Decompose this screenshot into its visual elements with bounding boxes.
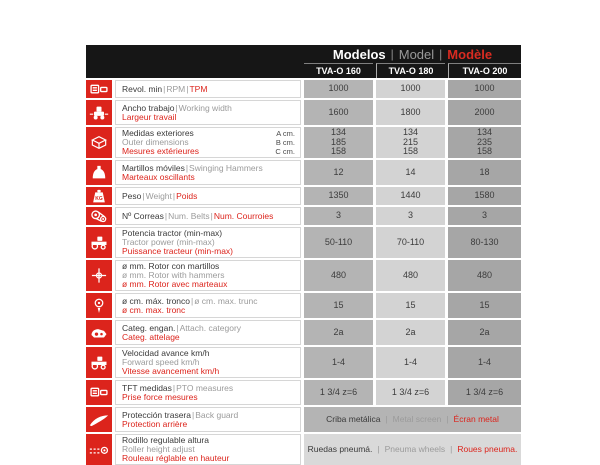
dimension-unit-labels bbox=[275, 129, 295, 156]
label-lines bbox=[122, 384, 295, 402]
value-cell: 1580 bbox=[448, 187, 521, 205]
spec-label bbox=[115, 347, 301, 378]
spec-label bbox=[115, 320, 301, 345]
tractor-speed-icon bbox=[86, 347, 112, 378]
value-cell: 1600 bbox=[304, 100, 373, 125]
label-segment-en: Working width bbox=[178, 102, 232, 113]
spec-label bbox=[115, 207, 301, 225]
label-segment-es: Medidas exteriores bbox=[122, 128, 194, 139]
title-spanish: Modelos bbox=[332, 46, 386, 62]
pipe-separator: | bbox=[185, 162, 189, 173]
table-row bbox=[86, 293, 521, 318]
model-column-header: TVA-O 200 bbox=[448, 63, 521, 78]
label-segment-fr: Prise force mesures bbox=[122, 391, 198, 402]
dimension-unit: C cm. bbox=[275, 147, 295, 156]
label-segment-en: Weight bbox=[145, 190, 172, 201]
spec-label bbox=[115, 127, 301, 158]
model-column-header: TVA-O 180 bbox=[376, 63, 445, 78]
value-cell: 1 3/4 z=6 bbox=[448, 380, 521, 405]
label-segment-es: Revol. min bbox=[122, 83, 163, 94]
label-segment-es: Rodillo regulable altura bbox=[122, 435, 209, 446]
value-cell: 2a bbox=[448, 320, 521, 345]
pipe-separator: | bbox=[446, 413, 449, 424]
value-cell: 3 bbox=[448, 207, 521, 225]
value-cell bbox=[376, 127, 445, 158]
label-segment-es: Peso bbox=[122, 190, 142, 201]
table-row bbox=[86, 380, 521, 405]
spec-label bbox=[115, 187, 301, 205]
value-line: 134 bbox=[402, 127, 419, 138]
label-line bbox=[122, 212, 295, 221]
label-line bbox=[122, 113, 295, 122]
table-row bbox=[86, 227, 521, 258]
pipe-separator: | bbox=[163, 83, 166, 94]
label-segment-es: Protección trasera bbox=[122, 409, 191, 420]
value-cell: 480 bbox=[304, 260, 373, 291]
label-segment-fr: Écran metal bbox=[453, 413, 499, 424]
label-segment-en: Attach. category bbox=[179, 322, 242, 333]
table-row bbox=[86, 260, 521, 291]
label-segment-fr: Marteaux oscillants bbox=[122, 171, 195, 182]
trunk-diameter-icon bbox=[86, 293, 112, 318]
label-segment-en: Back guard bbox=[195, 409, 239, 420]
pipe-separator: | bbox=[176, 322, 179, 333]
label-lines bbox=[122, 212, 295, 221]
value-cell: 2a bbox=[304, 320, 373, 345]
label-segment-fr: TPM bbox=[189, 83, 208, 94]
value-cell: 1000 bbox=[376, 80, 445, 98]
table-row bbox=[86, 127, 521, 158]
label-segment-es: Categ. engan. bbox=[122, 322, 176, 333]
table-row bbox=[86, 347, 521, 378]
label-segment-es: Martillos móviles bbox=[122, 162, 185, 173]
rotor-icon bbox=[86, 260, 112, 291]
label-segment-fr: Roues pneuma. bbox=[457, 443, 518, 454]
table-row bbox=[86, 80, 521, 98]
label-segment-en: Metal screen bbox=[392, 413, 442, 424]
label-lines bbox=[122, 324, 295, 342]
pto-measures-icon bbox=[86, 380, 112, 405]
value-cell: 15 bbox=[304, 293, 373, 318]
label-segment-es: ø mm. Rotor con martillos bbox=[122, 261, 220, 272]
label-segment-fr: ø mm. Rotor avec marteaux bbox=[122, 278, 228, 289]
spec-label bbox=[115, 380, 301, 405]
label-line bbox=[122, 454, 295, 463]
table-row bbox=[86, 160, 521, 185]
value-cell: 1440 bbox=[376, 187, 445, 205]
table-row bbox=[86, 407, 521, 432]
dimension-unit: B cm. bbox=[275, 138, 295, 147]
pto-shaft-icon bbox=[86, 80, 112, 98]
value-cell bbox=[448, 127, 521, 158]
label-line bbox=[122, 247, 295, 256]
label-segment-en: Swinging Hammers bbox=[189, 162, 263, 173]
spec-label bbox=[115, 80, 301, 98]
value-cell: 1-4 bbox=[448, 347, 521, 378]
label-segment-es: Ancho trabajo bbox=[122, 102, 175, 113]
label-segment-en: Outer dimensions bbox=[122, 137, 189, 148]
pipe-separator: | bbox=[191, 295, 194, 306]
models-title bbox=[304, 45, 521, 63]
value-cell bbox=[304, 127, 373, 158]
model-column-header: TVA-O 160 bbox=[304, 63, 373, 78]
value-cell: 2000 bbox=[448, 100, 521, 125]
label-line bbox=[122, 333, 295, 342]
label-line bbox=[122, 85, 295, 94]
label-lines bbox=[122, 85, 295, 94]
value-cell: 14 bbox=[376, 160, 445, 185]
label-segment-es: TFT medidas bbox=[122, 382, 172, 393]
svg-text:KG: KG bbox=[95, 195, 103, 202]
pipe-separator: | bbox=[172, 382, 176, 393]
value-cell: 480 bbox=[376, 260, 445, 291]
pipe-separator: | bbox=[385, 413, 388, 424]
label-segment-en: Num. Belts bbox=[168, 210, 210, 221]
value-cell: 1800 bbox=[376, 100, 445, 125]
pipe-separator: | bbox=[191, 409, 195, 420]
value-cell: 50-110 bbox=[304, 227, 373, 258]
pipe-separator: | bbox=[175, 102, 178, 113]
hitch-category-icon bbox=[86, 320, 112, 345]
label-segment-en: RPM bbox=[166, 83, 186, 94]
value-cell: 1-4 bbox=[376, 347, 445, 378]
value-line: 158 bbox=[476, 146, 493, 157]
value-cell: 15 bbox=[448, 293, 521, 318]
table-row bbox=[86, 207, 521, 225]
value-cell: 1000 bbox=[448, 80, 521, 98]
value-cell: 480 bbox=[448, 260, 521, 291]
label-segment-en: Tractor power (min-max) bbox=[122, 237, 215, 248]
label-lines bbox=[122, 436, 295, 462]
value-cell: 15 bbox=[376, 293, 445, 318]
label-lines bbox=[122, 192, 295, 201]
label-segment-es: Velocidad avance km/h bbox=[122, 348, 210, 359]
label-segment-en: ø cm. max. trunc bbox=[194, 295, 258, 306]
label-segment-fr: Mesures extérieures bbox=[122, 145, 200, 156]
value-line: 215 bbox=[402, 136, 419, 147]
label-segment-en: Pneuma wheels bbox=[384, 443, 446, 454]
value-line: 158 bbox=[330, 146, 347, 157]
pipe-separator: | bbox=[186, 83, 189, 94]
tractor-width-icon bbox=[86, 100, 112, 125]
value-line: 235 bbox=[476, 136, 493, 147]
label-segment-fr: Poids bbox=[176, 190, 198, 201]
label-lines bbox=[122, 411, 295, 429]
value-cell: 1000 bbox=[304, 80, 373, 98]
table-row bbox=[86, 100, 521, 125]
dimension-unit: A cm. bbox=[276, 129, 295, 138]
belt-pulley-icon bbox=[86, 207, 112, 225]
label-segment-es: Potencia tractor (min-max) bbox=[122, 228, 223, 239]
label-segment-fr: Rouleau réglable en hauteur bbox=[122, 452, 230, 463]
pipe-separator: | bbox=[377, 443, 380, 454]
label-segment-fr: Protection arrière bbox=[122, 418, 188, 429]
table-row bbox=[86, 187, 521, 205]
label-lines bbox=[122, 104, 295, 122]
pipe-separator: | bbox=[210, 210, 213, 221]
label-segment-fr: Puissance tracteur (min-max) bbox=[122, 245, 234, 256]
pipe-separator: | bbox=[164, 210, 168, 221]
label-line bbox=[122, 393, 295, 402]
label-segment-fr: Categ. attelage bbox=[122, 331, 180, 342]
label-line bbox=[122, 306, 295, 315]
label-line bbox=[122, 147, 275, 156]
tractor-power-icon bbox=[86, 227, 112, 258]
label-line bbox=[122, 367, 295, 376]
value-line: 134 bbox=[476, 127, 493, 138]
table-row bbox=[86, 320, 521, 345]
label-segment-es: Nº Correas bbox=[122, 210, 164, 221]
spec-label bbox=[115, 260, 301, 291]
value-line: 158 bbox=[402, 146, 419, 157]
label-segment-en: PTO measures bbox=[176, 382, 234, 393]
label-lines bbox=[122, 349, 295, 375]
title-separator: | bbox=[439, 47, 443, 61]
label-segment-fr: Num. Courroies bbox=[213, 210, 274, 221]
spec-label bbox=[115, 100, 301, 125]
label-line bbox=[122, 192, 295, 201]
value-cell: 12 bbox=[304, 160, 373, 185]
spec-rows bbox=[86, 80, 521, 465]
label-segment-es: Criba metálica bbox=[326, 413, 381, 424]
label-lines bbox=[122, 229, 295, 255]
value-cell: 80-130 bbox=[448, 227, 521, 258]
merged-value-cell bbox=[304, 407, 521, 432]
label-line bbox=[122, 173, 295, 182]
value-cell: 70-110 bbox=[376, 227, 445, 258]
pipe-separator: | bbox=[172, 190, 176, 201]
value-line: 185 bbox=[330, 136, 347, 147]
label-segment-en: Forward speed km/h bbox=[122, 357, 200, 368]
spec-label bbox=[115, 407, 301, 432]
label-lines bbox=[122, 262, 295, 288]
title-separator: | bbox=[390, 47, 394, 61]
swinging-hammer-icon bbox=[86, 160, 112, 185]
value-cell: 1-4 bbox=[304, 347, 373, 378]
value-cell: 3 bbox=[376, 207, 445, 225]
spec-label bbox=[115, 160, 301, 185]
label-segment-fr: ø cm. max. tronc bbox=[122, 304, 186, 315]
value-cell: 2a bbox=[376, 320, 445, 345]
pipe-separator: | bbox=[450, 443, 453, 454]
label-lines bbox=[122, 297, 295, 315]
spec-label bbox=[115, 227, 301, 258]
label-line bbox=[122, 280, 295, 289]
value-cell: 1 3/4 z=6 bbox=[304, 380, 373, 405]
dimensions-box-icon bbox=[86, 127, 112, 158]
back-guard-icon bbox=[86, 407, 112, 432]
pipe-separator: | bbox=[142, 190, 145, 201]
table-header bbox=[86, 45, 521, 78]
label-segment-en: Roller height adjust bbox=[122, 444, 195, 455]
value-cell: 1350 bbox=[304, 187, 373, 205]
label-segment-es: ø cm. máx. tronco bbox=[122, 295, 191, 306]
label-segment-es: Ruedas pneumá. bbox=[307, 443, 373, 454]
label-lines bbox=[122, 129, 275, 155]
label-segment-en: ø mm. Rotor with hammers bbox=[122, 270, 225, 281]
value-cell: 18 bbox=[448, 160, 521, 185]
value-cell: 1 3/4 z=6 bbox=[376, 380, 445, 405]
label-lines bbox=[122, 164, 295, 182]
title-french: Modèle bbox=[447, 46, 493, 62]
spec-label bbox=[115, 293, 301, 318]
label-segment-fr: Largeur travail bbox=[122, 111, 177, 122]
label-line bbox=[122, 420, 295, 429]
weight-icon bbox=[86, 187, 112, 205]
label-segment-fr: Vitesse avancement km/h bbox=[122, 365, 220, 376]
title-english: Model bbox=[398, 46, 435, 62]
specifications-table bbox=[86, 45, 521, 465]
value-cell: 3 bbox=[304, 207, 373, 225]
value-line: 134 bbox=[330, 127, 347, 138]
